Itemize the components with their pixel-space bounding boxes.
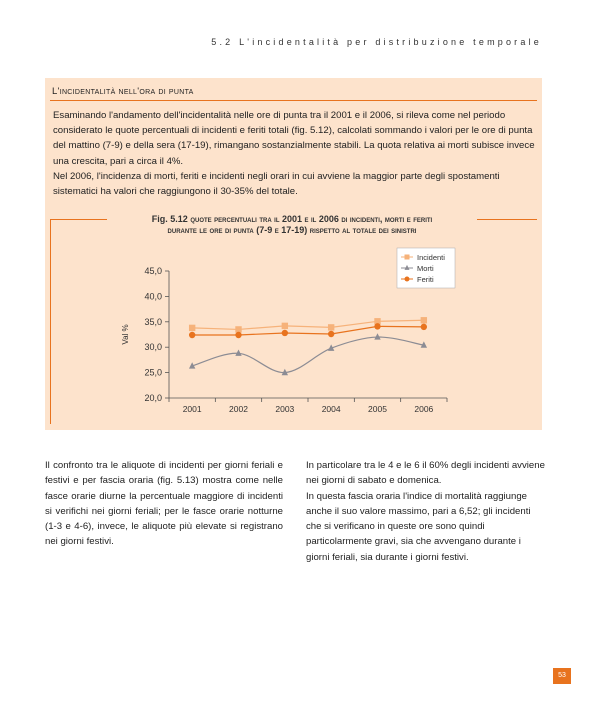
- box-title: L'incidentalità nell'ora di punta: [52, 86, 194, 97]
- page-number: 53: [553, 668, 571, 684]
- series-line-feriti: [192, 326, 424, 335]
- series-line-morti: [192, 337, 424, 373]
- body-right-paragraph-1: In particolare tra le 4 e le 6 il 60% degli incidenti avviene nei giorni di sabato e domenica.: [306, 460, 545, 487]
- data-point-incidenti-2002: [235, 326, 241, 332]
- x-tick-label: 2004: [321, 404, 341, 414]
- y-tick-label: 20,0: [144, 393, 162, 403]
- legend-marker-incidenti: [405, 255, 410, 260]
- series-feriti: [189, 323, 427, 338]
- x-tick-label: 2003: [275, 404, 295, 414]
- data-point-feriti-2001: [189, 332, 195, 338]
- data-point-incidenti-2006: [421, 317, 427, 323]
- legend-label-morti: Morti: [417, 264, 434, 273]
- y-tick-label: 40,0: [144, 291, 162, 302]
- legend-label-incidenti: Incidenti: [417, 253, 445, 262]
- y-tick-label: 30,0: [144, 342, 162, 353]
- box-paragraph-1: Esaminando l'andamento dell'incidentalità nelle ore di punta tra il 2001 e il 2006, si rileva come nel periodo considerato le quote percentuali di incidenti e feriti totali (fig. 5.12), calcolati sommando i valori per le ore di punta del mattino (7-9) e della sera (17-19), rimangano sostanzialmente stabili. La quota relativa ai morti subisce invece una crescita, pari a circa il 4%.: [53, 110, 535, 167]
- box-paragraph-2: Nel 2006, l'incidenza di morti, feriti e incidenti negli orari in cui avviene la maggior parte degli spostamenti sistematici ha valori che raggiungono il 30-35% del totale.: [53, 170, 500, 198]
- body-column-left: [45, 458, 283, 550]
- highlight-box: [45, 78, 542, 430]
- figure-caption-text-1: quote percentuali tra il 2001 e il 2006 di incidenti, morti e feriti: [190, 214, 433, 224]
- legend-label-feriti: Feriti: [417, 275, 434, 284]
- data-point-feriti-2003: [282, 330, 288, 336]
- series-morti: [189, 333, 427, 375]
- body-column-right: [306, 458, 546, 565]
- data-point-feriti-2004: [328, 331, 334, 337]
- series-line-incidenti: [192, 320, 424, 329]
- data-point-incidenti-2003: [282, 323, 288, 329]
- data-point-feriti-2005: [374, 323, 380, 329]
- data-point-incidenti-2001: [189, 325, 195, 331]
- line-chart: [45, 78, 542, 430]
- body-right-paragraph-2: In questa fascia oraria l'indice di mortalità raggiunge anche il suo valore massimo, pari a 6,52; gli incidenti che si verificano in queste ore sono quindi particolarmente gravi, sia che avvengano durante i giorni feriali, sia durante i giorni festivi.: [306, 490, 531, 563]
- body-left-paragraph-1: Il confronto tra le aliquote di incidenti per giorni feriali e festivi e per fascia oraria (fig. 5.13) mostra come nelle fasce orarie diurne la percentuale maggiore di incidenti si verifichi nei giorni feriali; per le fasce orarie notturne (1-3 e 4-6), invece, le aliquote più elevate si registrano nei giorni festivi.: [45, 460, 283, 548]
- y-tick-label: 25,0: [144, 367, 162, 378]
- data-point-feriti-2002: [235, 332, 241, 338]
- data-point-incidenti-2004: [328, 324, 334, 330]
- x-tick-label: 2006: [414, 404, 434, 414]
- x-tick-label: 2002: [229, 404, 248, 414]
- y-tick-label: 45,0: [144, 266, 162, 276]
- y-axis-label: Val %: [121, 324, 130, 345]
- legend-marker-feriti: [405, 277, 410, 282]
- x-tick-label: 2001: [182, 404, 202, 414]
- figure-label: Fig. 5.12: [151, 214, 188, 224]
- x-tick-label: 2005: [368, 404, 387, 414]
- data-point-feriti-2006: [421, 324, 427, 330]
- series-incidenti: [189, 317, 427, 333]
- y-tick-label: 35,0: [144, 316, 162, 327]
- running-header: 5.2 L'incidentalità per distribuzione temporale: [211, 37, 542, 47]
- figure-caption-line-2: durante le ore di punta (7-9 e 17-19) rispetto al totale dei sinistri: [167, 225, 417, 235]
